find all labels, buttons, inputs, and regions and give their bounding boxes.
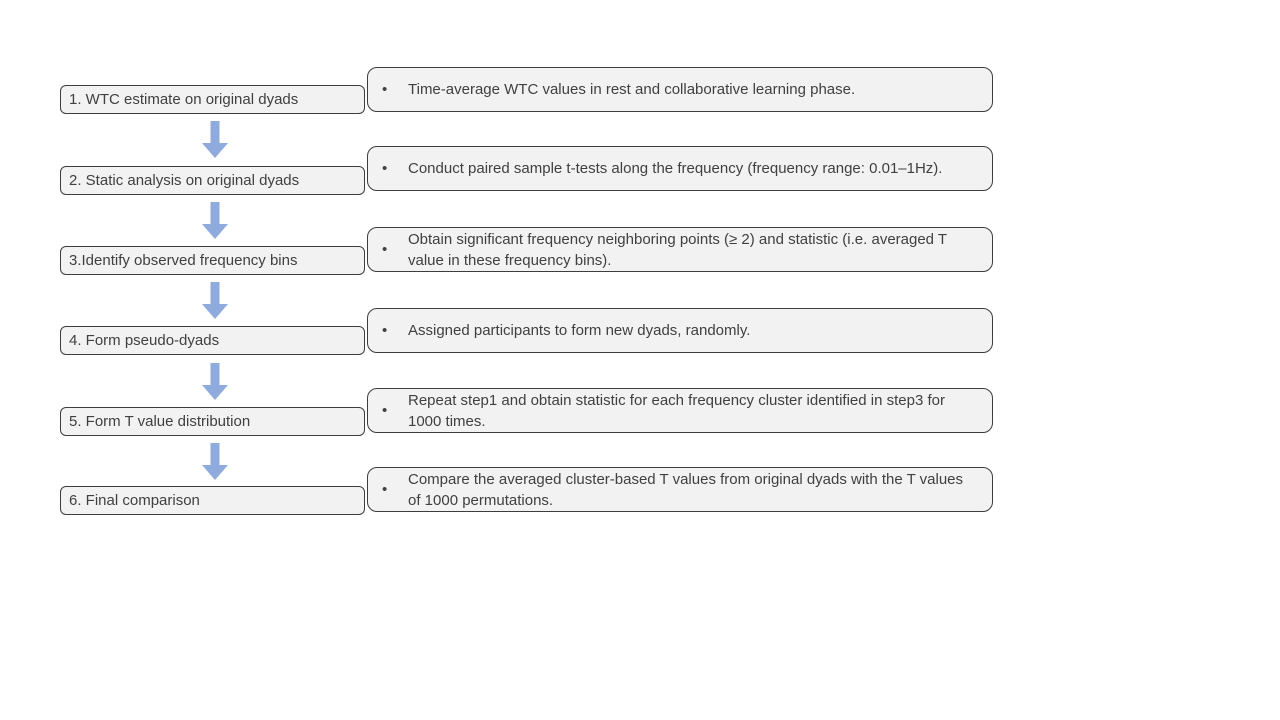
down-arrow-icon: [202, 363, 228, 400]
step-box-3: [60, 246, 365, 275]
description-text-5: Repeat step1 and obtain statistic for each frequency cluster identified in step3 for 1000 times.: [408, 391, 945, 430]
bullet-icon: •: [382, 81, 388, 98]
step-label-3: 3.Identify observed frequency bins: [69, 252, 298, 269]
down-arrow-icon: [202, 202, 228, 239]
step-label-2: 2. Static analysis on original dyads: [69, 172, 300, 189]
step-box-4: [60, 326, 365, 355]
step-label-4: 4. Form pseudo-dyads: [69, 332, 220, 349]
bullet-icon: •: [382, 322, 388, 339]
description-text-2: Conduct paired sample t-tests along the frequency (frequency range: 0.01–1Hz).: [408, 160, 943, 177]
step-label-6: 6. Final comparison: [69, 492, 200, 509]
step-box-6: [60, 486, 365, 515]
down-arrow-icon: [202, 121, 228, 158]
step-box-2: [60, 166, 365, 195]
step-label-1: 1. WTC estimate on original dyads: [69, 91, 299, 108]
description-text-1: Time-average WTC values in rest and collaborative learning phase.: [408, 81, 856, 98]
step-box-1: [60, 85, 365, 114]
description-box-5: [367, 388, 993, 433]
bullet-icon: •: [382, 241, 388, 258]
down-arrow-icon: [202, 443, 228, 480]
description-box-2: [367, 146, 993, 191]
bullet-icon: •: [382, 160, 388, 177]
description-text-4: Assigned participants to form new dyads, randomly.: [408, 322, 751, 339]
description-box-4: [367, 308, 993, 353]
description-box-3: [367, 227, 993, 272]
bullet-icon: •: [382, 402, 388, 419]
description-box-1: [367, 67, 993, 112]
step-box-5: [60, 407, 365, 436]
description-text-6: Compare the averaged cluster-based T values from original dyads with the T values of 1000 permutations.: [408, 470, 964, 509]
bullet-icon: •: [382, 481, 388, 498]
description-box-6: [367, 467, 993, 512]
step-label-5: 5. Form T value distribution: [69, 413, 251, 430]
description-text-3: Obtain significant frequency neighboring points (≥ 2) and statistic (i.e. averaged T value in these frequency bins).: [408, 230, 947, 269]
down-arrow-icon: [202, 282, 228, 319]
